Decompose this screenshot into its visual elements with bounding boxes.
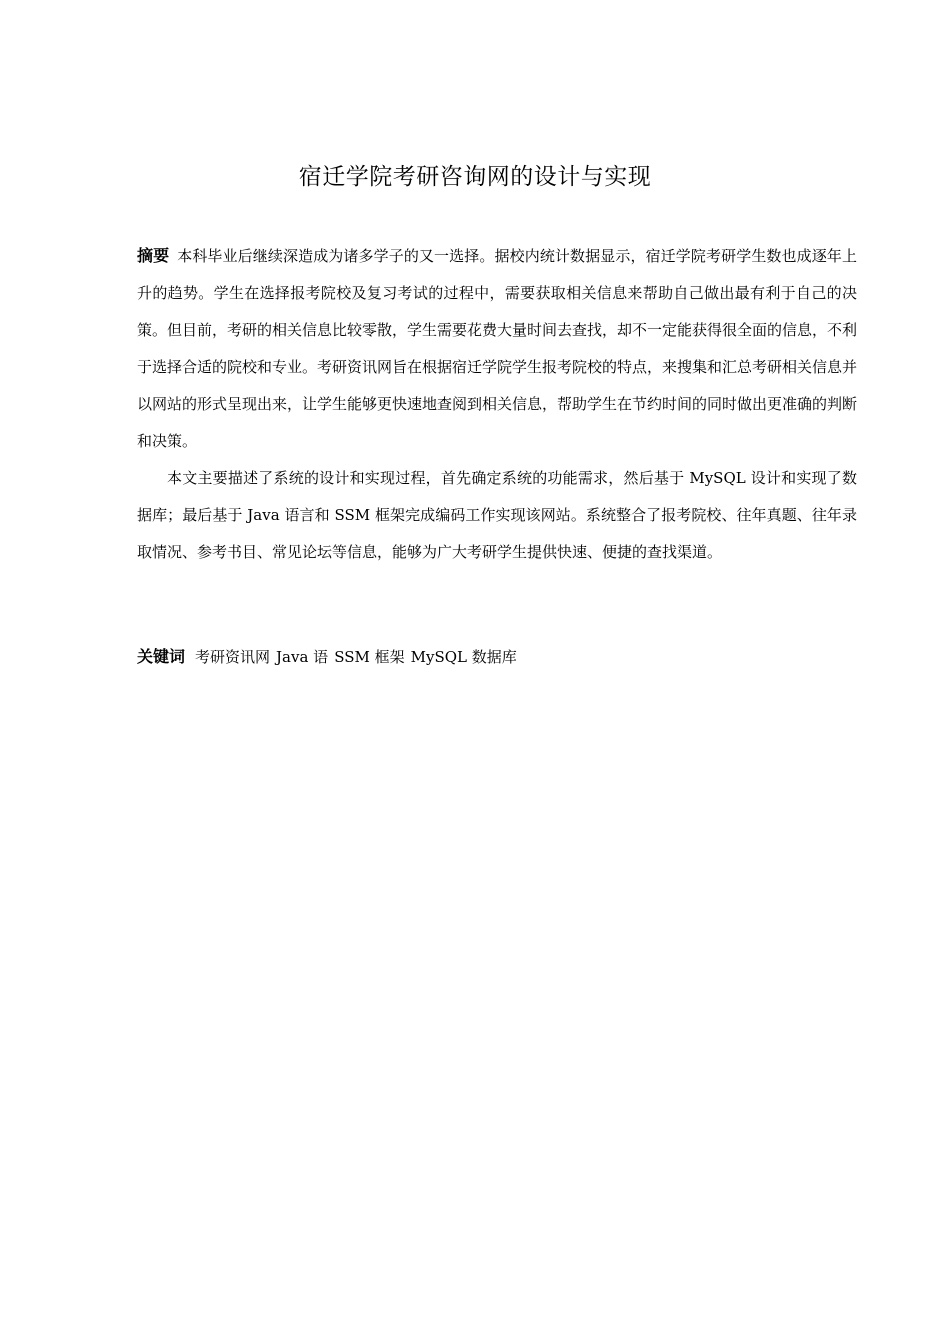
- document-title: 宿迁学院考研咨询网的设计与实现: [298, 164, 652, 190]
- keyword-item: MySQL 数据库: [410, 648, 517, 666]
- abstract-paragraph-1-text: 本科毕业后继续深造成为诸多学子的又一选择。据校内统计数据显示，宿迁学院考研学生数也成逐年上升的趋势。学生在选择报考院校及复习考试的过程中，需要获取相关信息来帮助自己做出最有利于自己的决策。但目前，考研的相关信息比较零散，学生需要花费大量时间去查找，却不一定能获得很全面的信息，不利于选择合适的院校和专业。考研资讯网旨在根据宿迁学院学生报考院校的特点，来搜集和汇总考研相关信息并以网站的形式呈现出来，让学生能够更快速地查阅到相关信息，帮助学生在节约时间的同时做出更准确的判断和决策。: [137, 247, 858, 450]
- keyword-item: Java 语: [276, 648, 329, 666]
- keyword-item: 考研资讯网: [195, 648, 271, 666]
- abstract-paragraph-2: 本文主要描述了系统的设计和实现过程，首先确定系统的功能需求，然后基于 MySQL 设计和实现了数据库；最后基于 Java 语言和 SSM 框架完成编码工作实现该网站。系统整合了报考院校、往年真题、往年录取情况、参考书目、常见论坛等信息，能够为广大考研学生提供快速、便捷的查找渠道。: [137, 469, 857, 561]
- keyword-item: SSM 框架: [334, 648, 405, 666]
- keywords-label: 关键词: [137, 647, 186, 666]
- abstract-label: 摘要: [137, 246, 170, 265]
- abstract-paragraph-1: [137, 237, 857, 460]
- abstract-section: [137, 237, 857, 571]
- keywords-section: [137, 638, 857, 676]
